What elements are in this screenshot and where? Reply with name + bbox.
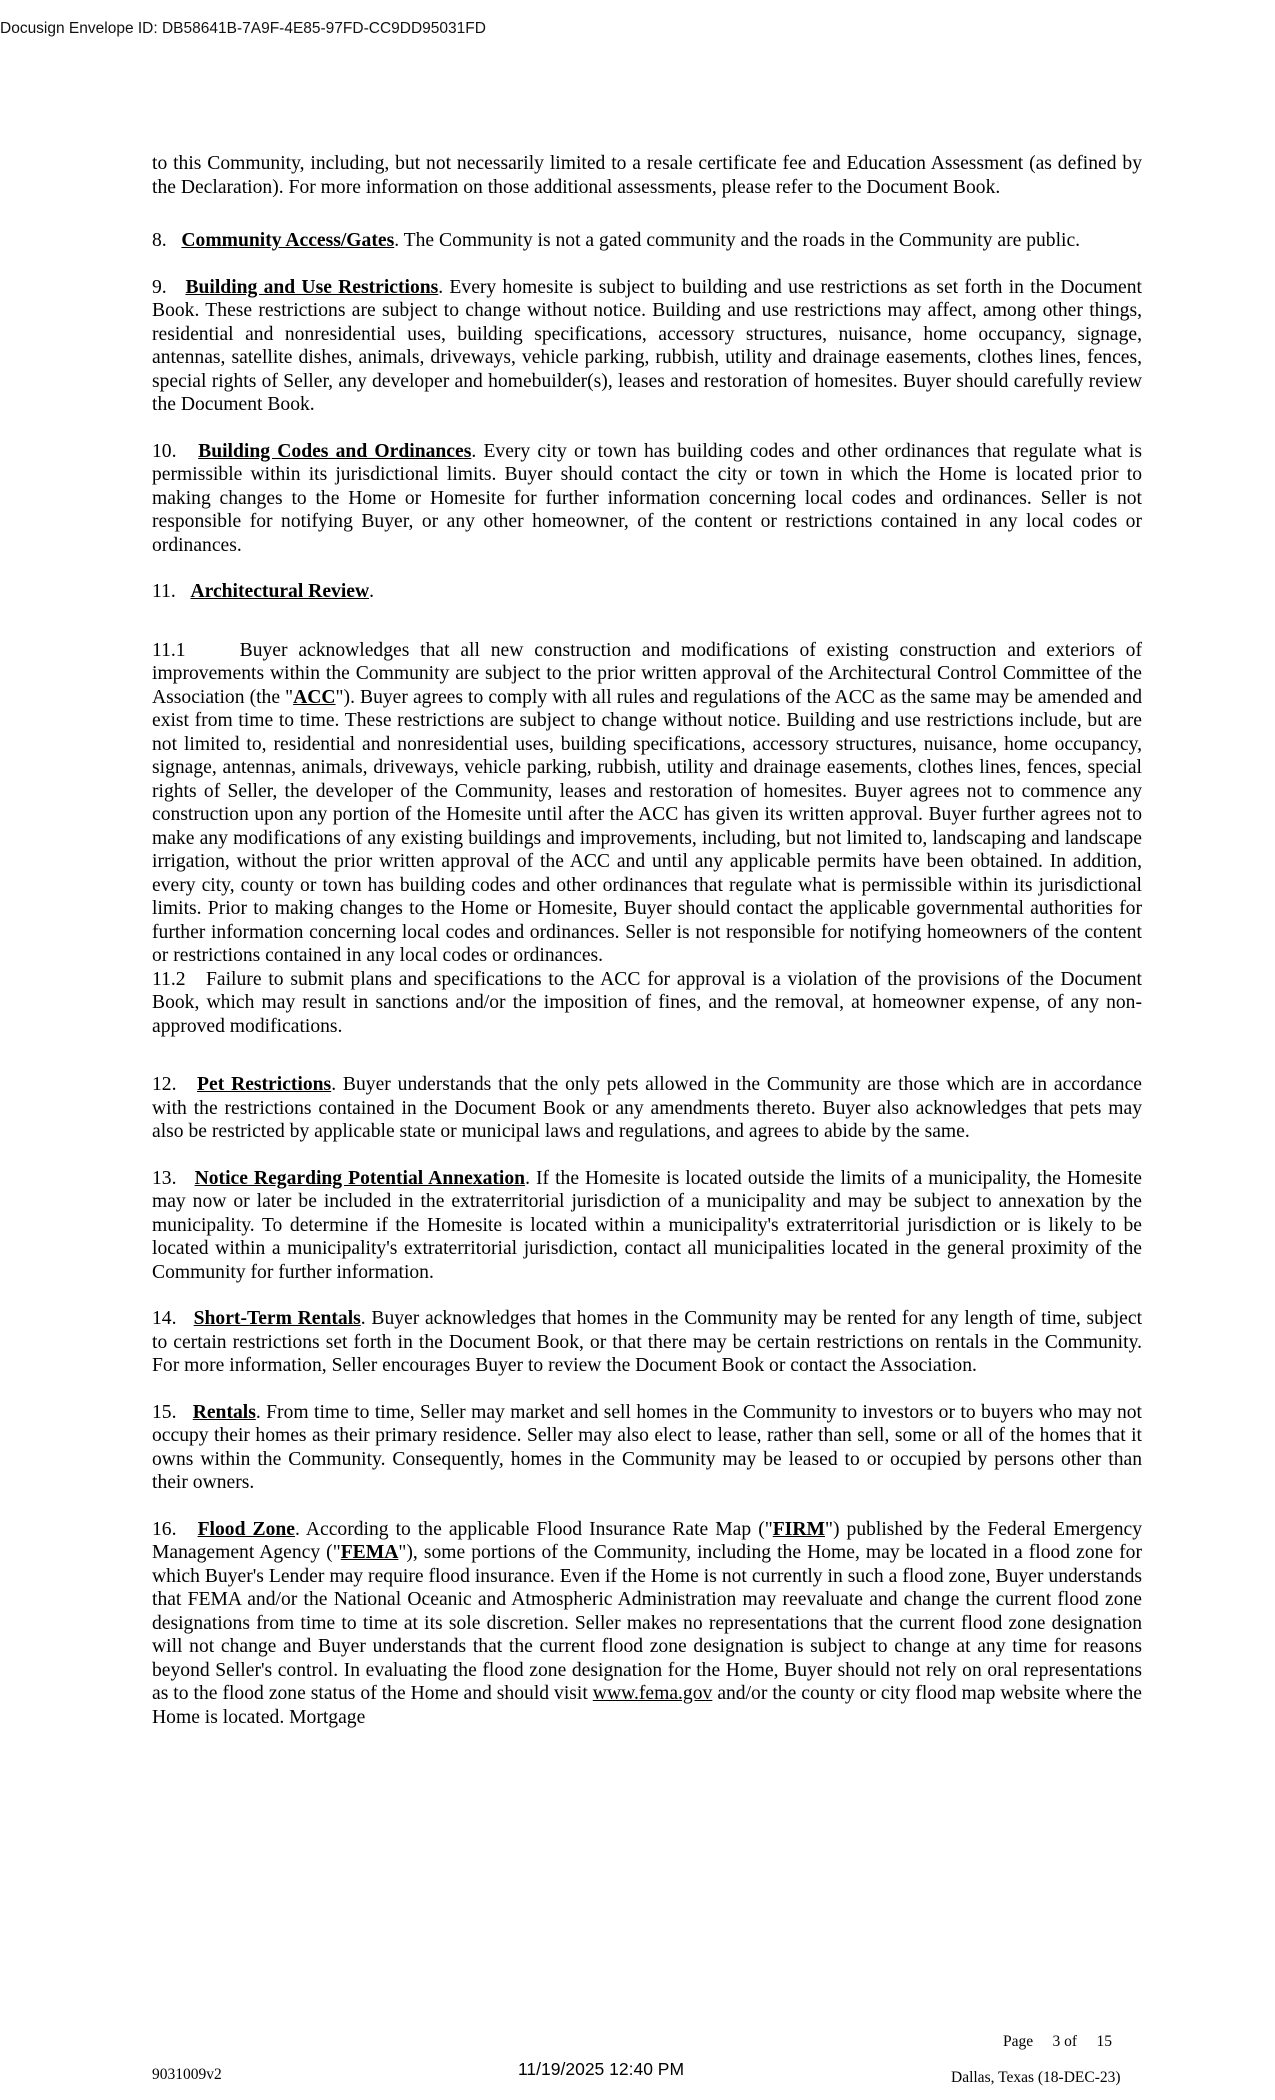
section-14-heading: Short-Term Rentals xyxy=(193,1308,361,1329)
section-11-1 xyxy=(152,639,1142,968)
page-of: of xyxy=(1064,2033,1078,2050)
continuation-paragraph: to this Community, including, but not necessarily limited to a resale certificate fee and Education Assessment (as defined by the Declaration). For more information on those additional assessments, please refer to the Document Book. xyxy=(152,153,1142,198)
section-9-heading: Building and Use Restrictions xyxy=(185,276,439,298)
section-10 xyxy=(152,440,1142,558)
section-16-text-a: . According to the applicable Flood Insurance Rate Map (" xyxy=(295,1518,773,1540)
section-13 xyxy=(152,1167,1142,1285)
fema-definition: FEMA xyxy=(340,1542,399,1563)
signature-timestamp: 11/19/2025 12:40 PM xyxy=(518,2059,685,2079)
section-8-heading: Community Access/Gates xyxy=(181,230,395,251)
section-10-heading: Building Codes and Ordinances xyxy=(198,440,472,462)
section-15 xyxy=(152,1401,1142,1495)
section-14-text: . Buyer acknowledges that homes in the Community may be rented for any length of time, subject to certain restrictions set forth in the Document Book, or that there may be certain restrictions on rentals in the Community. For more information, Seller encourages Buyer to review the Document Book or contact the Association. xyxy=(152,1308,1143,1376)
section-11-2-number: 11.2 xyxy=(152,968,186,990)
document-code: 9031009v2 xyxy=(152,2066,222,2083)
section-9-text: . Every homesite is subject to building and use restrictions as set forth in the Document Book. These restrictions are subject to change without notice. Building and use restrictions may affect, among other things, residential and nonresidential uses, building specifications, accessory structures, nuisance, home occupancy, signage, antennas, satellite dishes, animals, driveways, vehicle parking, rubbish, utility and drainage easements, clothes lines, fences, special rights of Seller, any developer and homebuilder(s), leases and restoration of homesites. Buyer should carefully review the Document Book. xyxy=(152,276,1142,415)
section-8-text: . The Community is not a gated community and the roads in the Community are public. xyxy=(394,230,1081,251)
section-16 xyxy=(152,1518,1142,1730)
section-11-heading: Architectural Review xyxy=(190,581,370,602)
section-11 xyxy=(152,580,1142,604)
section-16-text-c: "), some portions of the Community, including the Home, may be located in a flood zone for which Buyer's Lender may require flood insurance. Even if the Home is not currently in such a flood zone, Buyer understands that FEMA and/or the National Oceanic and Atmospheric Administration may reevaluate and change the current flood zone designations from time to time at its sole discretion. Seller makes no representations that the current flood zone designation will not change and Buyer understands that the current flood zone designation is subject to change at any time for reasons beyond Seller's control. In evaluating the flood zone designation for the Home, Buyer should not rely on oral representations as to the flood zone status of the Home and should visit xyxy=(152,1542,1142,1704)
section-11-text: . xyxy=(369,581,375,602)
section-13-text: . If the Homesite is located outside the limits of a municipality, the Homesite may now or later be included in the extraterritorial jurisdiction of a municipality and may be subject to annexation by the municipality. To determine if the Homesite is located within a municipality's extraterritorial jurisdiction or is likely to be located within a municipality's extraterritorial jurisdiction, contact all municipalities located in the general proximity of the Community for further information. xyxy=(152,1167,1142,1283)
section-9-number: 9. xyxy=(152,276,167,298)
section-16-text-b: ") published by the Federal Emergency Management Agency (" xyxy=(152,1518,1142,1563)
fema-website-link[interactable]: www.fema.gov xyxy=(592,1683,713,1704)
section-13-number: 13. xyxy=(152,1167,177,1189)
section-13-heading: Notice Regarding Potential Annexation xyxy=(194,1167,526,1189)
section-8 xyxy=(152,229,1142,253)
section-15-text: . From time to time, Seller may market and sell homes in the Community to investors or to buyers who may not occupy their homes as their primary residence. Seller may also elect to lease, rather than sell, some or all of the homes that it owns within the Community. Consequently, homes in the Community may be leased to or occupied by persons other than their owners. xyxy=(152,1401,1142,1493)
section-16-number: 16. xyxy=(152,1518,177,1540)
section-14-number: 14. xyxy=(152,1308,177,1329)
section-11-number: 11. xyxy=(152,581,176,602)
section-9 xyxy=(152,276,1142,417)
section-11-2 xyxy=(152,968,1142,1039)
section-11-2-text: Failure to submit plans and specifications to the ACC for approval is a violation of the provisions of the Document Book, which may result in sanctions and/or the imposition of fines, and the removal, at homeowner expense, of any non-approved modifications. xyxy=(152,968,1142,1037)
document-location: Dallas, Texas (18-DEC-23) xyxy=(951,2069,1121,2086)
section-14 xyxy=(152,1307,1142,1378)
section-12-text: . Buyer understands that the only pets allowed in the Community are those which are in accordance with the restrictions contained in the Document Book or any amendments thereto. Buyer also acknowledges that pets may also be restricted by applicable state or municipal laws and regulations, and agrees to abide by the same. xyxy=(152,1074,1142,1142)
section-15-number: 15. xyxy=(152,1401,177,1423)
section-10-number: 10. xyxy=(152,440,177,462)
section-12-number: 12. xyxy=(152,1074,177,1095)
page-label: Page xyxy=(1003,2033,1034,2050)
document-body xyxy=(152,152,1142,1729)
section-16-text-d: and/or the county or city flood map website where the Home is located. Mortgage xyxy=(152,1683,1142,1728)
section-11-1-text-a: Buyer acknowledges that all new construction and modifications of existing construction and exteriors of improvements within the Community are subject to the prior written approval of the Architectural Control Committee of the Association (the " xyxy=(152,639,1142,708)
section-16-heading: Flood Zone xyxy=(197,1518,295,1540)
page-current: 3 xyxy=(1052,2033,1061,2050)
section-15-heading: Rentals xyxy=(192,1401,256,1423)
section-11-1-text-b: "). Buyer agrees to comply with all rules and regulations of the ACC as the same may be amended and exist from time to time. These restrictions are subject to change without notice. Building and use restrictions include, but are not limited to, residential and nonresidential uses, building specifications, accessory structures, nuisance, home occupancy, signage, antennas, animals, driveways, vehicle parking, rubbish, utility and drainage easements, clothes lines, fences, special rights of Seller, the developer of the Community, leases and restoration of homesites. Buyer agrees not to commence any construction upon any portion of the Homesite until after the ACC has given its written approval. Buyer further agrees not to make any modifications of any existing buildings and improvements, including, but not limited to, landscaping and landscape irrigation, without the prior written approval of the ACC and until any applicable permits have been obtained. In addition, every city, county or town has building codes and other ordinances that regulate what is permissible within its jurisdictional limits. Prior to making changes to the Home or Homesite, Buyer should contact the applicable governmental authorities for further information concerning local codes and ordinances. Seller is not responsible for notifying homeowners of the content or restrictions contained in any local codes or ordinances. xyxy=(152,686,1142,966)
section-8-number: 8. xyxy=(152,230,167,251)
page-number xyxy=(1003,2033,1112,2051)
acc-definition: ACC xyxy=(293,686,336,708)
section-10-text: . Every city or town has building codes and other ordinances that regulate what is permissible within its jurisdictional limits. Buyer should contact the city or town in which the Home is located prior to making changes to the Home or Homesite for further information concerning local codes and ordinances. Seller is not responsible for notifying Buyer, or any other homeowner, of the content or restrictions contained in any local codes or ordinances. xyxy=(152,440,1142,556)
section-11-1-number: 11.1 xyxy=(152,639,186,661)
firm-definition: FIRM xyxy=(772,1518,825,1540)
page-total: 15 xyxy=(1096,2033,1112,2050)
section-12 xyxy=(152,1073,1142,1144)
section-12-heading: Pet Restrictions xyxy=(197,1074,332,1095)
docusign-envelope-id: Docusign Envelope ID: DB58641B-7A9F-4E85-97FD-CC9DD95031FD xyxy=(0,20,486,37)
